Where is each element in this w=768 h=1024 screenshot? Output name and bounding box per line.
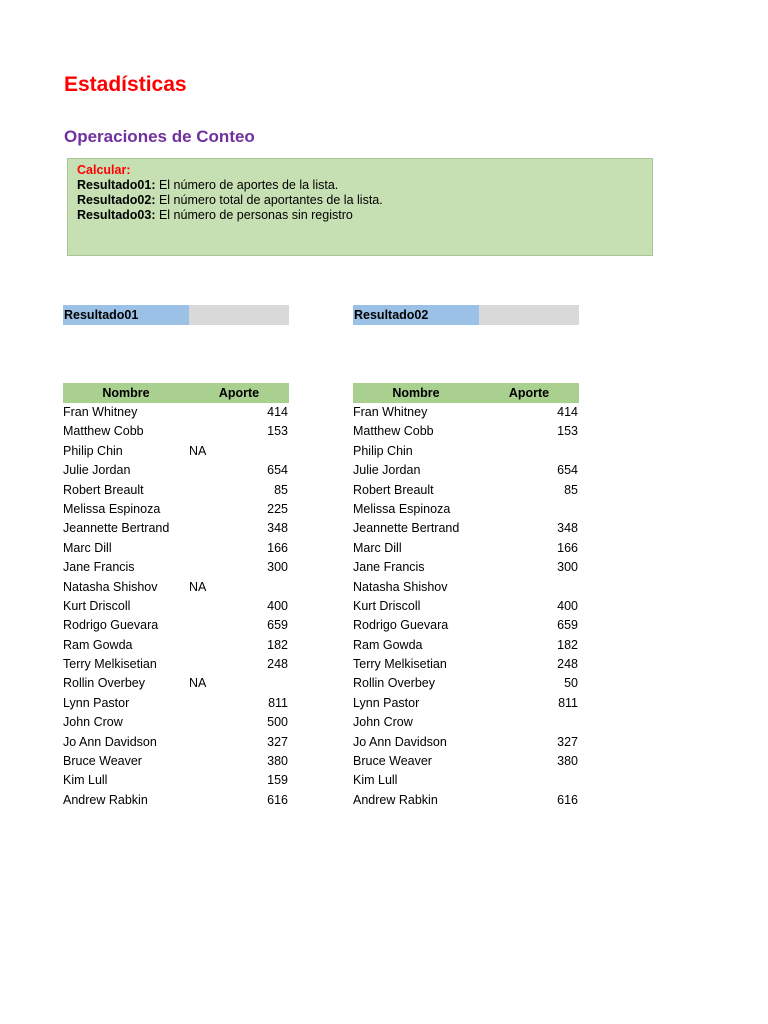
cell-nombre[interactable]: Kurt Driscoll xyxy=(63,598,131,613)
result-cell-1 xyxy=(63,305,289,325)
instruction-text: El número de aportes de la lista. xyxy=(155,178,339,192)
cell-nombre[interactable]: Bruce Weaver xyxy=(353,754,432,769)
table-header xyxy=(353,383,579,403)
table-row xyxy=(63,713,289,732)
cell-aporte[interactable]: 153 xyxy=(557,424,578,439)
cell-nombre[interactable]: Kim Lull xyxy=(63,773,108,788)
cell-nombre[interactable]: Jeannette Bertrand xyxy=(63,521,170,536)
table-row xyxy=(63,539,289,558)
table-row xyxy=(63,636,289,655)
table-row xyxy=(63,422,289,441)
cell-aporte[interactable]: 85 xyxy=(274,482,288,497)
table-row xyxy=(353,403,579,422)
cell-aporte[interactable]: 348 xyxy=(267,521,288,536)
table-row xyxy=(353,539,579,558)
instructions-box xyxy=(67,158,653,256)
table-body xyxy=(63,403,289,810)
cell-aporte[interactable]: 500 xyxy=(267,715,288,730)
contributions-table-1 xyxy=(63,383,289,810)
cell-aporte[interactable]: 248 xyxy=(267,657,288,672)
cell-aporte[interactable] xyxy=(479,442,579,461)
cell-aporte[interactable]: NA xyxy=(189,443,207,458)
cell-nombre[interactable]: John Crow xyxy=(353,715,413,730)
contributions-table-2 xyxy=(353,383,579,810)
cell-aporte[interactable]: 659 xyxy=(557,618,578,633)
cell-nombre[interactable]: Fran Whitney xyxy=(63,405,138,419)
table-row xyxy=(353,616,579,635)
cell-aporte[interactable] xyxy=(479,713,579,732)
table-row xyxy=(63,791,289,810)
cell-nombre[interactable]: Robert Breault xyxy=(353,482,434,497)
cell-nombre[interactable]: Fran Whitney xyxy=(353,405,428,419)
cell-aporte[interactable]: 348 xyxy=(557,521,578,536)
column-header-nombre: Nombre xyxy=(102,386,150,400)
table-header xyxy=(63,383,289,403)
column-header-aporte: Aporte xyxy=(508,386,550,400)
cell-nombre[interactable]: Bruce Weaver xyxy=(63,754,142,769)
cell-aporte[interactable]: 654 xyxy=(557,463,578,478)
cell-aporte[interactable]: 327 xyxy=(267,734,288,749)
cell-aporte[interactable]: 225 xyxy=(267,501,288,516)
cell-nombre[interactable]: Kim Lull xyxy=(353,773,398,788)
cell-aporte[interactable]: 659 xyxy=(267,618,288,633)
cell-nombre[interactable]: Natasha Shishov xyxy=(63,579,158,594)
cell-aporte[interactable]: 50 xyxy=(564,676,578,691)
table-row xyxy=(353,771,579,790)
cell-nombre[interactable]: Matthew Cobb xyxy=(63,424,144,439)
cell-nombre[interactable]: Julie Jordan xyxy=(353,463,421,478)
table-row xyxy=(63,578,289,597)
cell-nombre[interactable]: Jo Ann Davidson xyxy=(63,734,157,749)
cell-nombre[interactable]: Robert Breault xyxy=(63,482,144,497)
table-row xyxy=(353,694,579,713)
cell-aporte[interactable]: 166 xyxy=(267,540,288,555)
table-row xyxy=(353,558,579,577)
cell-nombre[interactable]: Rodrigo Guevara xyxy=(63,618,159,633)
table-row xyxy=(63,403,289,422)
table-row xyxy=(63,674,289,693)
table-row xyxy=(353,655,579,674)
cell-aporte[interactable]: 616 xyxy=(557,792,578,807)
cell-aporte[interactable]: 300 xyxy=(557,560,578,575)
column-header-aporte: Aporte xyxy=(218,386,260,400)
instructions-heading: Calcular: xyxy=(77,163,131,177)
table-row xyxy=(63,616,289,635)
section-subtitle: Operaciones de Conteo xyxy=(64,127,255,146)
column-header-nombre: Nombre xyxy=(392,386,440,400)
cell-aporte[interactable]: 400 xyxy=(557,598,578,613)
table-row xyxy=(63,733,289,752)
cell-nombre[interactable]: Lynn Pastor xyxy=(353,695,420,710)
cell-nombre[interactable]: Marc Dill xyxy=(353,540,402,555)
table-row xyxy=(63,752,289,771)
cell-nombre[interactable]: Melissa Espinoza xyxy=(353,501,451,516)
cell-aporte[interactable]: 182 xyxy=(557,637,578,652)
cell-nombre[interactable]: Ram Gowda xyxy=(63,637,133,652)
table-row xyxy=(63,481,289,500)
cell-nombre[interactable]: Philip Chin xyxy=(63,443,123,458)
cell-nombre[interactable]: Philip Chin xyxy=(353,443,413,458)
cell-nombre[interactable]: Marc Dill xyxy=(63,540,112,555)
table-row xyxy=(353,578,579,597)
cell-nombre[interactable]: Jeannette Bertrand xyxy=(353,521,460,536)
result-value-cell[interactable] xyxy=(479,305,579,325)
cell-nombre[interactable]: Jane Francis xyxy=(353,560,425,575)
table-row xyxy=(353,500,579,519)
result-label: Resultado02 xyxy=(353,305,479,325)
page-title: Estadísticas xyxy=(64,73,187,96)
cell-nombre[interactable]: Matthew Cobb xyxy=(353,424,434,439)
cell-aporte[interactable]: 414 xyxy=(267,405,288,419)
instruction-text: El número total de aportantes de la lista. xyxy=(155,193,383,207)
result-value-cell[interactable] xyxy=(189,305,289,325)
instruction-line xyxy=(77,208,643,223)
table-row xyxy=(353,422,579,441)
cell-aporte[interactable] xyxy=(479,771,579,790)
cell-aporte[interactable]: 616 xyxy=(267,792,288,807)
table-row xyxy=(353,733,579,752)
instruction-label: Resultado01: xyxy=(77,178,156,192)
cell-nombre[interactable]: Ram Gowda xyxy=(353,637,423,652)
cell-aporte[interactable]: 85 xyxy=(564,482,578,497)
table-row xyxy=(63,694,289,713)
cell-aporte[interactable]: 811 xyxy=(558,695,578,710)
cell-aporte[interactable] xyxy=(479,500,579,519)
table-row xyxy=(63,655,289,674)
cell-aporte[interactable]: 166 xyxy=(557,540,578,555)
cell-aporte[interactable]: 811 xyxy=(268,695,288,710)
cell-nombre[interactable]: Rollin Overbey xyxy=(353,676,435,691)
cell-aporte[interactable]: 380 xyxy=(557,754,578,769)
result-cell-2 xyxy=(353,305,579,325)
cell-nombre[interactable]: John Crow xyxy=(63,715,123,730)
cell-nombre[interactable]: Julie Jordan xyxy=(63,463,131,478)
instruction-line xyxy=(77,178,643,193)
instruction-text: El número de personas sin registro xyxy=(155,208,353,222)
table-row xyxy=(353,752,579,771)
table-row xyxy=(63,500,289,519)
cell-aporte[interactable]: 182 xyxy=(267,637,288,652)
cell-nombre[interactable]: Melissa Espinoza xyxy=(63,501,161,516)
table-row xyxy=(353,636,579,655)
table-body xyxy=(353,403,579,810)
table-row xyxy=(353,519,579,538)
table-row xyxy=(353,597,579,616)
cell-nombre[interactable]: Andrew Rabkin xyxy=(63,792,148,807)
cell-nombre[interactable]: Kurt Driscoll xyxy=(353,598,421,613)
cell-aporte[interactable]: NA xyxy=(189,676,207,691)
table-row xyxy=(63,519,289,538)
cell-nombre[interactable]: Jo Ann Davidson xyxy=(353,734,447,749)
table-row xyxy=(63,558,289,577)
cell-nombre[interactable]: Lynn Pastor xyxy=(63,695,130,710)
cell-nombre[interactable]: Terry Melkisetian xyxy=(63,657,157,672)
cell-aporte[interactable]: NA xyxy=(189,579,207,594)
cell-aporte[interactable]: 248 xyxy=(557,657,578,672)
table-row xyxy=(353,442,579,461)
cell-aporte[interactable]: 159 xyxy=(267,773,288,788)
cell-aporte[interactable] xyxy=(479,578,579,597)
table-row xyxy=(353,674,579,693)
table-row xyxy=(353,791,579,810)
cell-nombre[interactable]: Andrew Rabkin xyxy=(353,792,438,807)
cell-aporte[interactable]: 153 xyxy=(267,424,288,439)
cell-aporte[interactable]: 300 xyxy=(267,560,288,575)
instruction-label: Resultado03: xyxy=(77,208,156,222)
table-row xyxy=(63,461,289,480)
cell-nombre[interactable]: Terry Melkisetian xyxy=(353,657,447,672)
table-row xyxy=(63,771,289,790)
table-row xyxy=(353,481,579,500)
cell-nombre[interactable]: Rollin Overbey xyxy=(63,676,145,691)
cell-aporte[interactable]: 654 xyxy=(267,463,288,478)
cell-aporte[interactable]: 327 xyxy=(557,734,578,749)
cell-nombre[interactable]: Natasha Shishov xyxy=(353,579,448,594)
instruction-label: Resultado02: xyxy=(77,193,156,207)
result-label: Resultado01 xyxy=(63,305,189,325)
table-row xyxy=(63,597,289,616)
cell-nombre[interactable]: Rodrigo Guevara xyxy=(353,618,449,633)
cell-aporte[interactable]: 400 xyxy=(267,598,288,613)
table-row xyxy=(353,461,579,480)
cell-aporte[interactable]: 380 xyxy=(267,754,288,769)
table-row xyxy=(353,713,579,732)
table-row xyxy=(63,442,289,461)
instruction-line xyxy=(77,193,643,208)
cell-nombre[interactable]: Jane Francis xyxy=(63,560,135,575)
cell-aporte[interactable]: 414 xyxy=(557,405,578,419)
